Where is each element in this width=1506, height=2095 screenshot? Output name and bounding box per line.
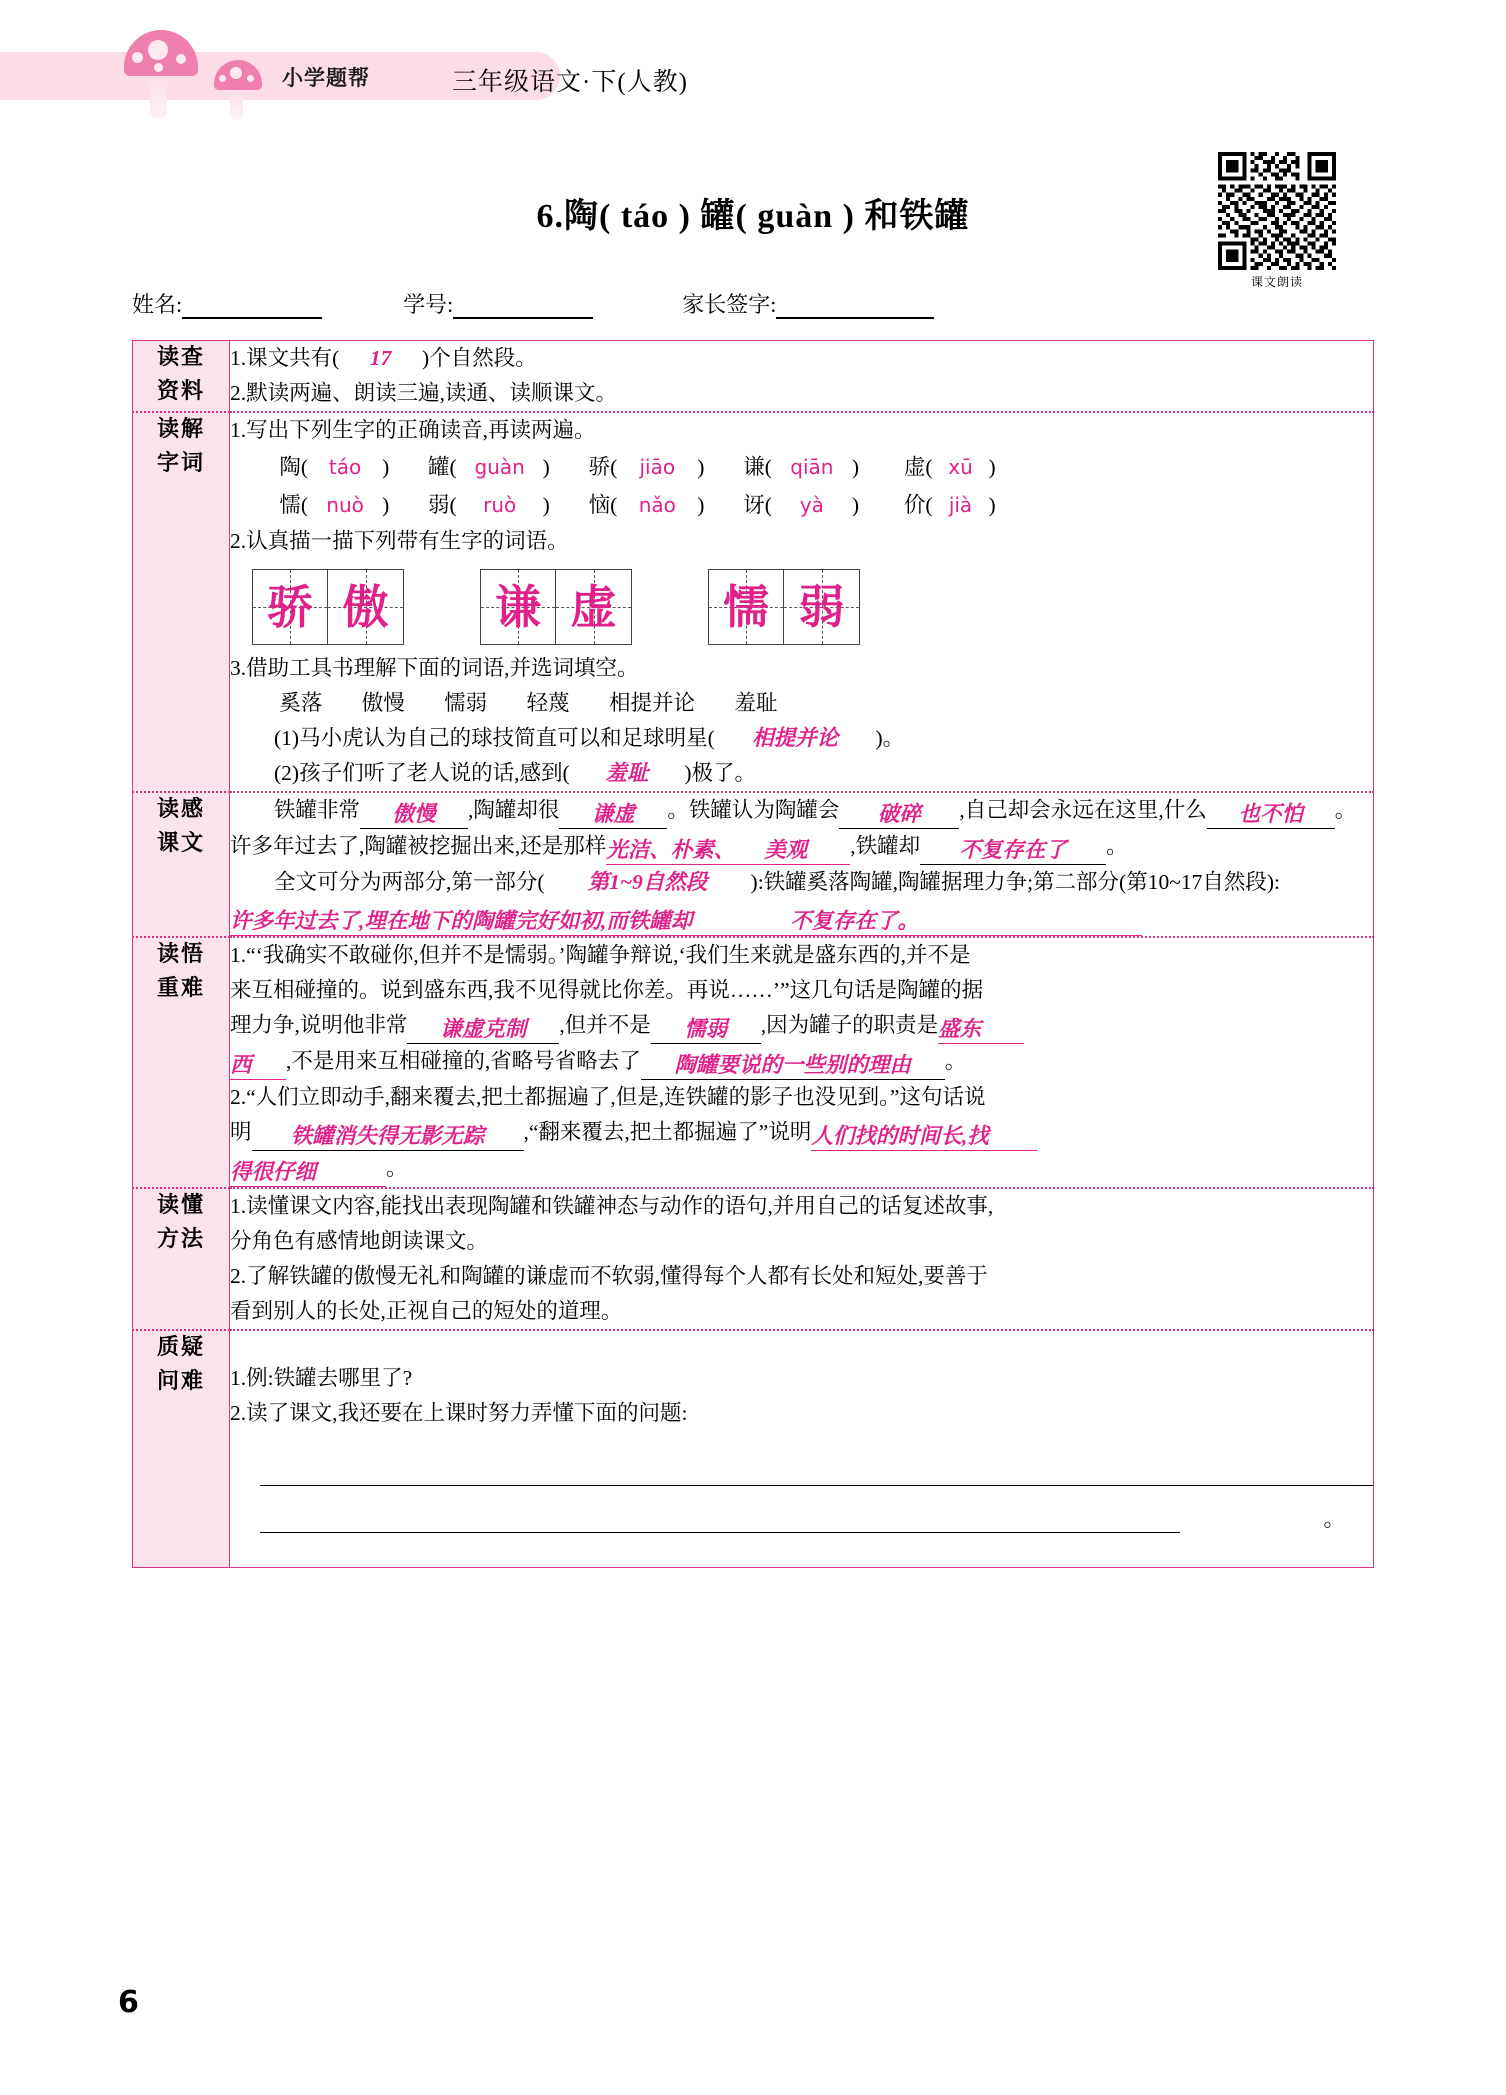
word-bank-item: 懦弱	[444, 691, 488, 715]
insight-q1-line2: 来互相碰撞的。说到盛东西,我不见得就比你差。再说……’”这几句话是陶罐的据	[230, 978, 984, 1002]
readfeel-paragraph-1: 铁罐非常 傲慢 ,陶罐却很 谦虚 。铁罐认为陶罐会 破碎 ,自己却会永远在这里,什么 也不怕 。许多年过去了,陶罐被挖掘出来,还是那样光洁、朴素、 美观 ,铁罐却 不复存在了 。	[230, 793, 1373, 865]
readfeel-blank-6[interactable]: 美观	[764, 836, 850, 865]
section-label-line1: 读解	[156, 417, 205, 442]
parent-signature-field[interactable]	[682, 288, 934, 319]
pinyin-answer[interactable]: yà	[799, 493, 824, 517]
tracing-char: 弱	[798, 581, 845, 633]
table-row	[133, 341, 1374, 413]
insight-blank-1[interactable]: 谦虚克制	[407, 1015, 559, 1044]
readfeel-part2-answer-b[interactable]: 不复存在了。	[790, 907, 1142, 936]
qr-code-label: 课文朗读	[1250, 275, 1303, 289]
name-field[interactable]	[132, 288, 322, 319]
method-q2-line1: 2.了解铁罐的傲慢无礼和陶罐的谦虚而不软弱,懂得每个人都有长处和短处,要善于	[230, 1264, 988, 1288]
readfeel-part2-answer-a[interactable]: 许多年过去了,埋在地下的陶罐完好如初,而铁罐却	[230, 907, 790, 936]
pinyin-item: 谦( qiān )	[743, 448, 859, 486]
mushroom-stem-large	[150, 74, 167, 118]
section-body-questions	[230, 1330, 1374, 1568]
table-row	[133, 1330, 1374, 1568]
vocab-q1-title: 1.写出下列生字的正确读音,再读两遍。	[230, 418, 596, 442]
tracing-char: 傲	[342, 581, 389, 633]
section-label-line1: 读感	[156, 797, 205, 822]
answer-line-2-wrap	[230, 1498, 1373, 1533]
qr-code-icon[interactable]	[1218, 152, 1336, 270]
section-label-line1: 读悟	[156, 942, 205, 967]
q2-read-instruction: 2.默读两遍、朗读三遍,读通、读顺课文。	[230, 381, 618, 405]
tracing-char: 谦	[495, 581, 541, 633]
section-label-line2: 方法	[156, 1227, 205, 1252]
tracing-cell	[252, 569, 328, 645]
readfeel-blank-5[interactable]: 光洁、朴素、	[606, 836, 764, 865]
readfeel-blank-4[interactable]: 也不怕	[1207, 800, 1335, 829]
pinyin-item: 骄( jiāo )	[589, 448, 705, 486]
word-bank-item: 相提并论	[608, 691, 695, 715]
pinyin-item: 罐( guàn )	[428, 448, 550, 486]
word-bank-item: 羞耻	[734, 691, 778, 715]
pinyin-answer[interactable]: nuò	[326, 493, 364, 517]
insight-blank-6[interactable]: 铁罐消失得无影无踪	[252, 1122, 524, 1151]
method-q1-line2: 分角色有感情地朗读课文。	[230, 1229, 489, 1253]
readfeel-blank-1[interactable]: 傲慢	[360, 800, 468, 829]
readfeel-blank-7[interactable]: 不复存在了	[920, 836, 1106, 865]
section-label-line2: 课文	[156, 831, 205, 856]
parent-signature-label: 家长签字:	[682, 292, 777, 317]
mushroom-icon-large	[124, 30, 198, 76]
pinyin-answer[interactable]: xū	[948, 455, 973, 479]
tracing-word-2[interactable]	[480, 569, 632, 645]
insight-blank-2[interactable]: 懦弱	[651, 1015, 761, 1044]
pinyin-row-1	[230, 448, 1373, 486]
pinyin-item: 价( jià )	[904, 486, 996, 524]
word-bank-item: 轻蔑	[526, 691, 570, 715]
section-label-line2: 问难	[156, 1369, 205, 1394]
worksheet-table	[132, 340, 1374, 1568]
pinyin-answer[interactable]: ruò	[483, 493, 517, 517]
section-body-readcheck	[230, 341, 1374, 413]
insight-blank-7[interactable]: 人们找的时间长,找	[811, 1122, 1037, 1151]
word-bank-item: 奚落	[279, 691, 323, 715]
mushroom-stem-small	[230, 88, 243, 120]
vocab-fill-2-answer[interactable]: 羞耻	[605, 761, 649, 785]
insight-q2-line2: 明 铁罐消失得无影无踪 ,“翻来覆去,把土都掘遍了”说明人们找的时间长,找	[230, 1115, 1373, 1151]
qr-code-block[interactable]	[1218, 152, 1348, 290]
insight-q1-line1: 1.“‘我确实不敢碰你,但并不是懦弱。’陶罐争辩说,‘我们生来就是盛东西的,并不是	[230, 943, 971, 967]
pinyin-item: 陶( táo )	[279, 448, 389, 486]
method-q2-line2: 看到别人的长处,正视自己的短处的道理。	[230, 1299, 623, 1323]
section-body-readfeel	[230, 792, 1374, 937]
student-info-row	[132, 288, 1232, 322]
page-number: 6	[118, 1985, 139, 2020]
section-label-line2: 字词	[156, 451, 205, 476]
section-label-readmethod	[133, 1188, 230, 1330]
brand-label: 小学题帮	[282, 66, 370, 90]
pinyin-answer[interactable]: jià	[948, 493, 973, 517]
pinyin-answer[interactable]: nǎo	[638, 493, 676, 517]
tracing-grid-row	[230, 569, 1373, 645]
section-label-questions	[133, 1330, 230, 1568]
pinyin-item: 懦( nuò )	[279, 486, 389, 524]
pinyin-answer[interactable]: táo	[328, 455, 362, 479]
tracing-char: 懦	[723, 581, 769, 633]
section-label-readvocab	[133, 412, 230, 792]
questions-prompt: 2.读了课文,我还要在上课时努力弄懂下面的问题:	[230, 1401, 688, 1425]
vocab-fill-2: (2)孩子们听了老人说的话,感到( 羞耻 )极了。	[230, 756, 1373, 791]
student-id-field[interactable]	[403, 288, 593, 319]
vocab-fill-1-answer[interactable]: 相提并论	[752, 726, 839, 750]
section-body-readinsight	[230, 937, 1374, 1188]
table-row	[133, 792, 1374, 937]
tracing-cell	[480, 569, 556, 645]
tracing-char: 骄	[267, 581, 313, 633]
name-label: 姓名:	[132, 292, 183, 317]
insight-blank-8[interactable]: 得很仔细	[230, 1158, 386, 1187]
pinyin-item: 恼( nǎo )	[589, 486, 705, 524]
insight-blank-4[interactable]: 西	[230, 1051, 286, 1080]
table-row	[133, 412, 1374, 792]
readfeel-part1-answer[interactable]: 第1~9自然段	[587, 870, 708, 894]
tracing-cell	[784, 569, 860, 645]
readfeel-paragraph-2: 全文可分为两部分,第一部分( 第1~9自然段 ):铁罐奚落陶罐,陶罐据理力争;第二部分(第10~17自然段):许多年过去了,埋在地下的陶罐完好如初,而铁罐却 不复存在了。	[230, 865, 1373, 936]
section-label-readfeel	[133, 792, 230, 937]
pinyin-answer[interactable]: qiān	[790, 455, 834, 479]
section-label-line1: 读懂	[156, 1193, 205, 1218]
section-body-readmethod	[230, 1188, 1374, 1330]
tracing-cell	[556, 569, 632, 645]
section-label-line1: 质疑	[156, 1335, 205, 1360]
insight-blank-5[interactable]: 陶罐要说的一些别的理由	[641, 1051, 945, 1080]
vocab-q2-title: 2.认真描一描下列带有生字的词语。	[230, 529, 569, 553]
insight-q2-line3: 得很仔细 。	[230, 1151, 1373, 1187]
section-label-readcheck	[133, 341, 230, 413]
table-row	[133, 937, 1374, 1188]
section-label-line1: 读查	[156, 345, 205, 370]
insight-q1-line4: 西 ,不是用来互相碰撞的,省略号省略去了 陶罐要说的一些别的理由 。	[230, 1044, 1373, 1080]
section-body-readvocab	[230, 412, 1374, 792]
answer-line-2[interactable]	[260, 1498, 1180, 1533]
pinyin-item: 虚( xū )	[904, 448, 996, 486]
vocab-q3-title: 3.借助工具书理解下面的词语,并选词填空。	[230, 656, 639, 680]
answer-line-1[interactable]	[260, 1451, 1373, 1486]
insight-q2-line1: 2.“人们立即动手,翻来覆去,把土都掘遍了,但是,连铁罐的影子也没见到。”这句话说	[230, 1085, 986, 1109]
pinyin-item: 弱( ruò )	[428, 486, 550, 524]
table-row	[133, 1188, 1374, 1330]
tracing-cell	[708, 569, 784, 645]
section-label-line2: 资料	[156, 379, 205, 404]
pinyin-item: 讶( yà )	[743, 486, 859, 524]
grade-subject-label: 三年级语文·下(人教)	[452, 69, 688, 96]
pinyin-answer[interactable]: jiāo	[639, 455, 676, 479]
tracing-char: 虚	[570, 581, 617, 633]
tracing-word-3[interactable]	[708, 569, 860, 645]
method-q1-line1: 1.读懂课文内容,能找出表现陶罐和铁罐神态与动作的语句,并用自己的话复述故事,	[230, 1194, 994, 1218]
questions-example: 1.例:铁罐去哪里了?	[230, 1366, 413, 1390]
readfeel-blank-2[interactable]: 谦虚	[559, 800, 667, 829]
page-title: 6.陶( táo ) 罐( guàn ) 和铁罐	[536, 198, 970, 235]
section-label-readinsight	[133, 937, 230, 1188]
answer-line-end-mark: 。	[1323, 1507, 1345, 1531]
student-id-label: 学号:	[403, 292, 454, 317]
pinyin-row-2	[230, 486, 1373, 524]
word-bank	[230, 686, 1373, 721]
tracing-cell	[328, 569, 404, 645]
tracing-word-1[interactable]	[252, 569, 404, 645]
q1-answer[interactable]: 17	[369, 346, 392, 370]
vocab-fill-1: (1)马小虎认为自己的球技简直可以和足球明星( 相提并论 )。	[230, 721, 1373, 756]
readfeel-blank-3[interactable]: 破碎	[839, 800, 959, 829]
insight-q1-line3: 理力争,说明他非常 谦虚克制 ,但并不是 懦弱 ,因为罐子的职责是盛东	[230, 1008, 1373, 1044]
insight-blank-3[interactable]: 盛东	[938, 1015, 1024, 1044]
word-bank-item: 傲慢	[361, 691, 405, 715]
section-label-line2: 重难	[156, 976, 205, 1001]
pinyin-answer[interactable]: guàn	[474, 455, 525, 479]
q1-paragraph-count: 1.课文共有( 17 )个自然段。	[230, 341, 1373, 376]
